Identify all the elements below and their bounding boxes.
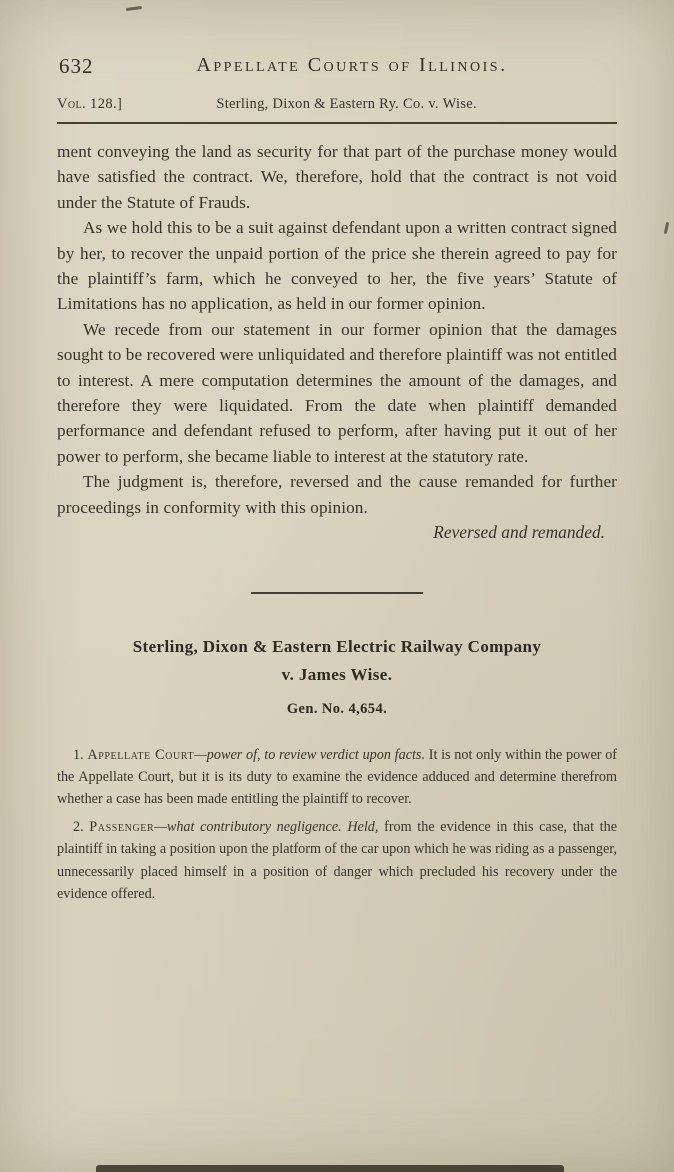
section-divider — [251, 592, 423, 594]
headnote-number: 2. — [73, 818, 84, 835]
opinion-text — [57, 139, 617, 546]
opinion-paragraph: The judgment is, therefore, reversed and the cause remanded for further proceedings in conformity with this opinion. — [57, 472, 617, 517]
header-title: Appellate Courts of Illinois. — [196, 54, 508, 76]
headnote-term: Appellate Court — [87, 746, 195, 763]
case-title-line2: v. James Wise. — [281, 664, 393, 684]
running-case-name: Sterling, Dixon & Eastern Ry. Co. v. Wise. — [216, 96, 477, 112]
headnote-term: Passenger — [89, 818, 155, 835]
headnote-text: from the evidence in this case, that the plaintiff in taking a position upon the platform of the car upon which he was riding as a passenger, unnecessarily placed himself in a position of danger which precluded his recovery under the evidence offered. — [57, 818, 617, 902]
opinion-paragraph: ment conveying the land as security for that part of the purchase money would have satisfied the contract. We, therefore, hold that the contract is not void under the Statute of Frauds. — [57, 142, 617, 212]
header-rule — [57, 122, 617, 124]
headnote-held: Held, — [347, 818, 379, 835]
headnote-2 — [57, 816, 617, 906]
page-number: 632 — [59, 54, 94, 78]
case-title-line1: Sterling, Dixon & Eastern Electric Railway Company — [132, 636, 542, 656]
volume-label: Vol. 128.] — [57, 96, 123, 112]
disposition: Reversed and remanded. — [433, 522, 605, 543]
headnote-1 — [57, 744, 617, 811]
page-edge-shadow — [96, 1165, 564, 1172]
case-heading — [57, 633, 617, 718]
opinion-paragraph: As we hold this to be a suit against defendant upon a written contract signed by her, to recover the unpaid portion of the price she therein agreed to pay for the plaintiff’s farm, which he conveyed to her, the five years’ Statute of Limitations has no application, as held in our former opinion. — [57, 218, 617, 314]
general-number: Gen. No. 4,654. — [286, 700, 388, 717]
opinion-paragraph: We recede from our statement in our former opinion that the damages sought to be recovered were unliquidated and therefore plaintiff was not entitled to interest. A mere computation determines the amount of the damages, and therefore they were liquidated. From the date when plaintiff demanded performance and defendant refused to perform, after having put it out of her power to perform, she became liable to interest at the statutory rate. — [57, 319, 617, 466]
headnote-number: 1. — [73, 746, 84, 763]
headnote-catchline: —what contributory negligence. — [154, 818, 342, 835]
scan-mark-right — [664, 222, 669, 234]
headnote-catchline: —power of, to review verdict upon facts. — [194, 746, 426, 763]
headnote-text: It is not only within the power of the Appellate Court, but it is its duty to examine the evidence adduced and determine therefrom whether a case has been made entitling the plaintiff to recover. — [57, 746, 618, 808]
scan-mark-top — [126, 6, 142, 11]
page-header — [57, 54, 617, 81]
running-head — [57, 96, 617, 113]
headnotes — [57, 744, 617, 906]
